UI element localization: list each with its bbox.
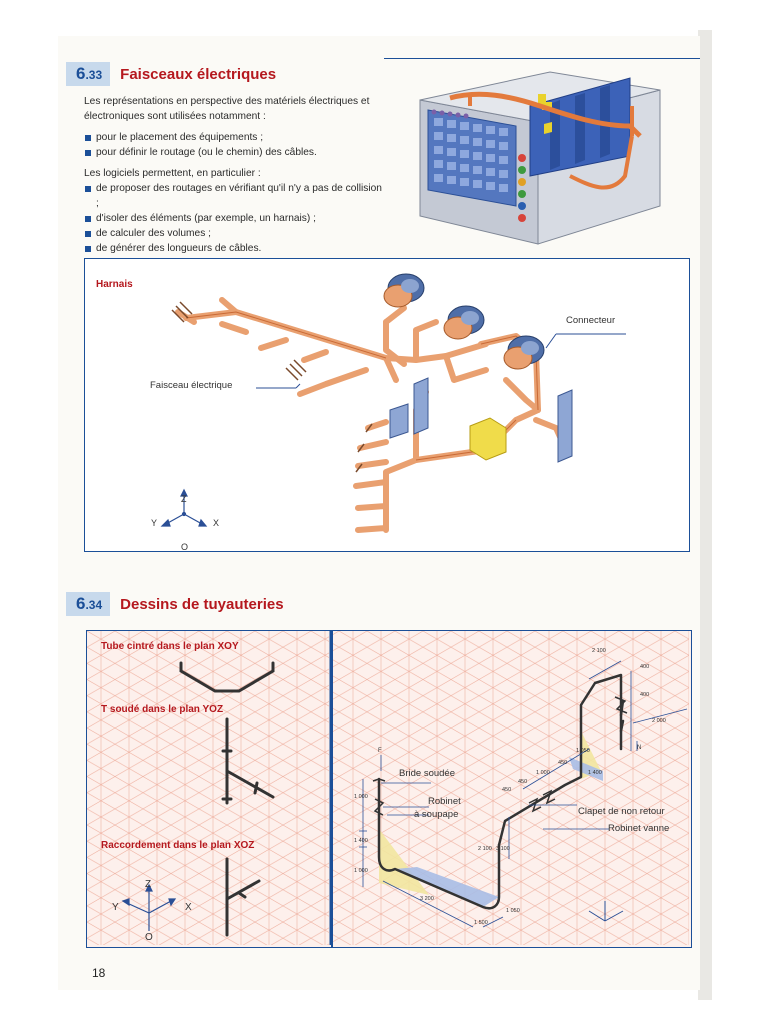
section-title: Faisceaux électriques	[120, 65, 277, 83]
section-number: 6.33	[66, 62, 110, 86]
callout-faisceau: Faisceau électrique	[150, 380, 233, 391]
dim-label: 1 500	[474, 920, 488, 926]
dim-label: 3 100	[496, 846, 510, 852]
callout-connecteur: Connecteur	[566, 315, 616, 326]
label-t-soude: T soudé dans le plan YOZ	[101, 704, 224, 715]
bullet-list-2	[84, 181, 384, 256]
intro-paragraph-1: Les représentations en perspective des matériels électriques et électroniques sont utilisées notamment :	[84, 96, 370, 122]
axis-label-o: O	[181, 542, 189, 552]
callout-clapet: Clapet de non retour	[578, 806, 665, 817]
electronic-rack-illustration	[410, 66, 700, 246]
section-number: 6.34	[66, 592, 110, 616]
dim-label: 400	[640, 692, 650, 698]
dim-label: 450	[502, 787, 512, 793]
page-number: 18	[92, 966, 106, 980]
bullet-item: de générer des longueurs de câbles.	[84, 241, 384, 256]
connector-1	[384, 274, 424, 307]
bullet-item: de calculer des volumes ;	[84, 226, 384, 241]
axis-label-y: Y	[151, 518, 158, 528]
axis-label-x: X	[185, 902, 192, 913]
bullet-item: de proposer des routages en vérifiant qu'il n'y a pas de collision ;	[84, 181, 384, 211]
figure-title-harnais: Harnais	[96, 279, 133, 290]
axis-label-n: N	[637, 745, 642, 751]
label-raccordement: Raccordement dans le plan XOZ	[101, 840, 255, 851]
dim-label: 2 000	[652, 718, 666, 724]
bullet-item: d'isoler des éléments (par exemple, un harnais) ;	[84, 211, 384, 226]
axis-label-y: Y	[112, 902, 119, 913]
intro-paragraph-2: Les logiciels permettent, en particulier :	[84, 168, 261, 179]
dim-label: 1 000	[354, 794, 368, 800]
dim-label: 2 100	[478, 846, 492, 852]
section-header-634	[66, 592, 284, 616]
callout-bride-soudee: Bride soudée	[399, 768, 455, 779]
callout-a-soupape: à soupape	[414, 809, 459, 820]
pipe-sketches-left	[87, 631, 331, 945]
connector-2	[444, 306, 484, 339]
dim-label: 1 400	[588, 770, 602, 776]
dim-label: 3 200	[420, 896, 434, 902]
callout-robinet-vanne: Robinet vanne	[608, 823, 670, 834]
bullet-item: pour le placement des équipements ;	[84, 130, 384, 145]
axis-label-x: X	[213, 518, 220, 528]
dim-label: 400	[640, 664, 650, 670]
intro-text	[84, 94, 384, 256]
section-title: Dessins de tuyauteries	[120, 595, 284, 613]
dim-label: 2 100	[592, 648, 606, 654]
axis-label-z: Z	[145, 879, 152, 890]
section-header-633	[66, 62, 276, 86]
bullet-item: pour définir le routage (ou le chemin) des câbles.	[84, 145, 384, 160]
dim-label: 450	[558, 760, 568, 766]
dim-label: 1 050	[506, 908, 520, 914]
dim-label: 1 050	[576, 748, 590, 754]
axis-label-z: Z	[181, 494, 187, 504]
dim-label: 1 000	[354, 868, 368, 874]
page-edge-shadow	[698, 30, 712, 1000]
header-rule	[384, 58, 700, 59]
dim-label: 450	[518, 779, 528, 785]
axis-label-o: O	[145, 932, 153, 943]
axis-label-f: F	[378, 748, 382, 754]
bullet-list-1	[84, 130, 384, 160]
dim-label: 1 000	[536, 770, 550, 776]
label-tube-cintre: Tube cintré dans le plan XOY	[101, 641, 239, 652]
callout-robinet: Robinet	[428, 796, 461, 807]
dim-label: 1 400	[354, 838, 368, 844]
harness-drawing	[86, 260, 686, 548]
